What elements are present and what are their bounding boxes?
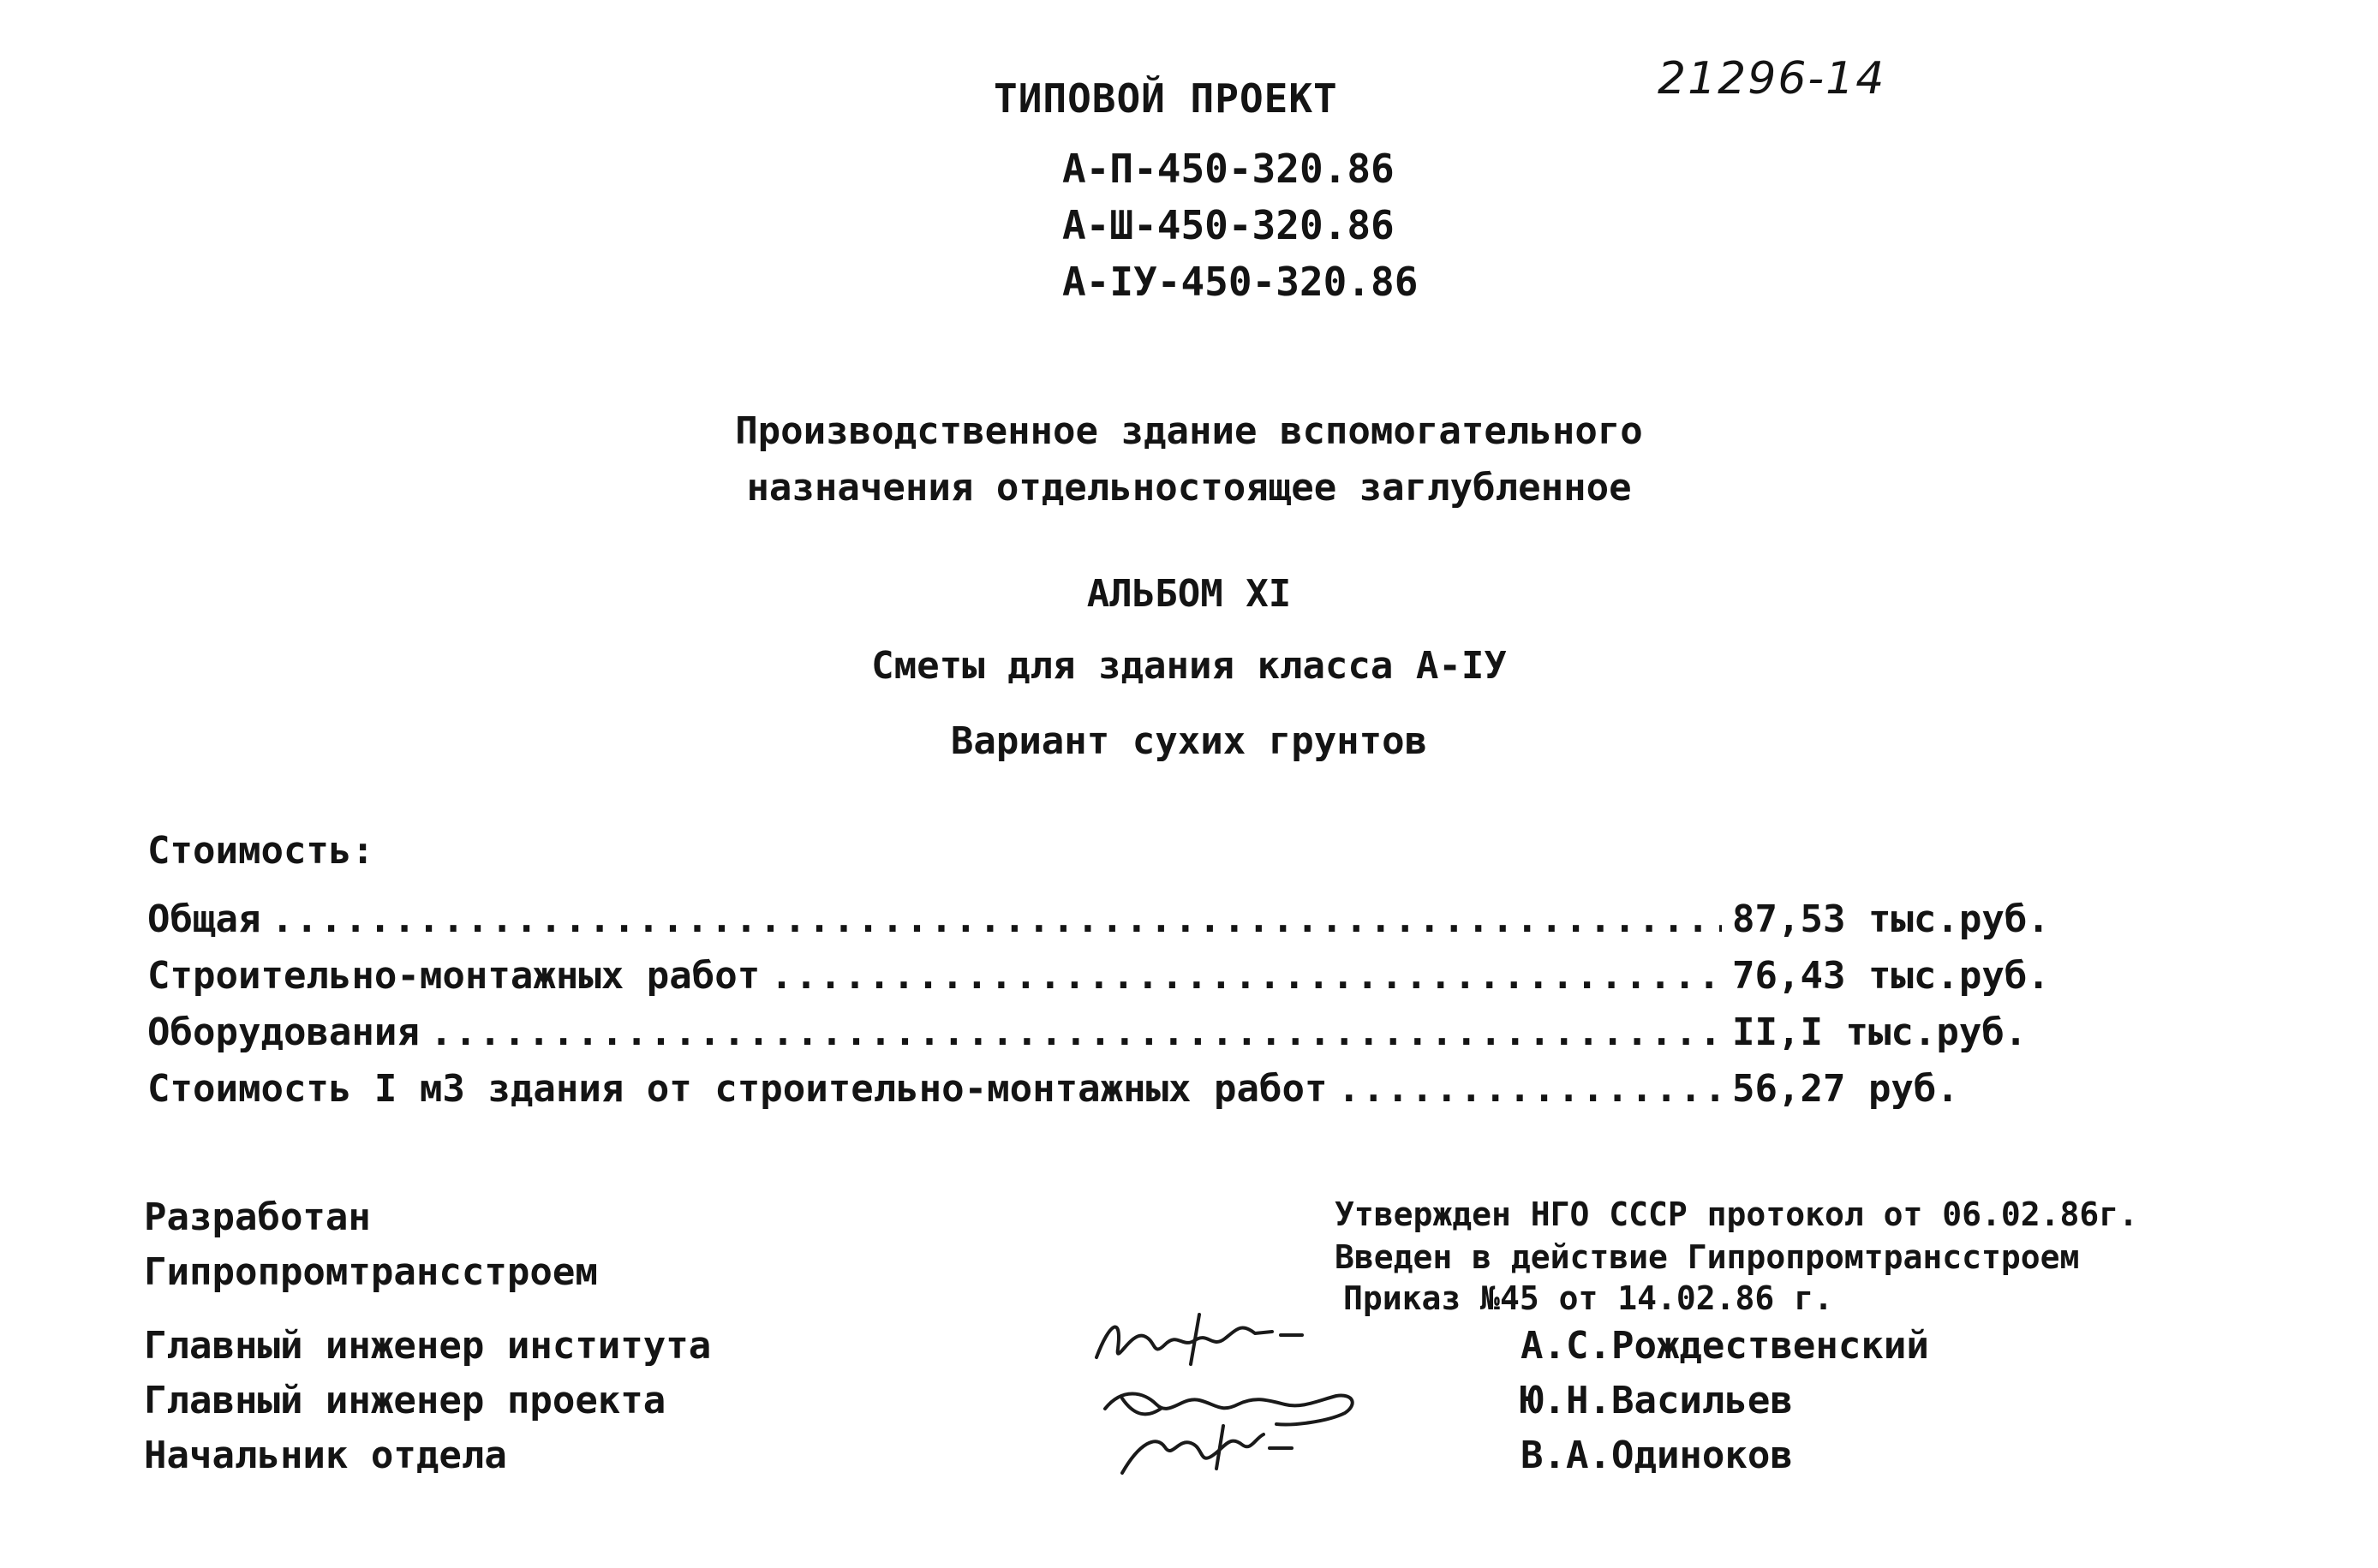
name-chief-engineer-project: Ю.Н.Васильев (1521, 1379, 1793, 1422)
dot-leader (1338, 1067, 1723, 1111)
dot-leader (770, 954, 1722, 998)
developer-organization: Гипропромтрансстроем (144, 1250, 598, 1294)
soil-variant: Вариант сухих грунтов (950, 719, 1428, 763)
cost-label: Строительно-монтажных работ (147, 954, 761, 998)
position-department-head: Начальник отдела (144, 1434, 507, 1477)
position-chief-engineer-project: Главный инженер проекта (144, 1379, 666, 1422)
position-chief-engineer-institute: Главный инженер института (144, 1324, 712, 1368)
name-chief-engineer-institute: А.С.Рождественский (1521, 1324, 1929, 1368)
name-department-head: В.А.Одиноков (1521, 1434, 1793, 1477)
approval-line-3: Приказ №45 от 14.02.86 г. (1343, 1279, 1833, 1317)
estimate-subtitle: Сметы для здания класса А-IУ (871, 644, 1507, 688)
cost-row-equipment (147, 1011, 2075, 1062)
cost-value: II,I тыс.руб. (1732, 1011, 2028, 1054)
cost-row-total (147, 897, 2075, 949)
cost-label: Стоимость I м3 здания от строительно-монтажных работ (147, 1067, 1328, 1111)
developed-label: Разработан (144, 1195, 371, 1239)
building-title-line-2: назначения отдельностоящее заглубленное (746, 466, 1632, 510)
dot-leader (271, 897, 1722, 941)
cost-label: Оборудования (147, 1011, 420, 1054)
document-number: 21296-14 (1658, 53, 1886, 104)
project-code-3: А-IУ-450-320.86 (1062, 259, 1419, 305)
cost-label: Общая (147, 897, 261, 941)
building-title-line-1: Производственное здание вспомогательного (735, 409, 1643, 453)
cost-value: 87,53 тыс.руб. (1732, 897, 2050, 941)
project-code-1: А-П-450-320.86 (1062, 146, 1395, 192)
signatures-image (1071, 1297, 1482, 1486)
cost-heading: Стоимость: (147, 829, 374, 873)
cost-value: 56,27 руб. (1732, 1067, 1959, 1111)
project-type-label: ТИПОВОЙ ПРОЕКТ (994, 75, 1338, 122)
approval-line-2: Введен в действие Гипропромтрансстроем (1335, 1238, 2080, 1276)
album-label: АЛЬБОМ XI (1086, 572, 1292, 616)
cost-row-per-m3 (147, 1067, 2075, 1118)
dot-leader (430, 1011, 1722, 1054)
cost-row-construction (147, 954, 2075, 1005)
project-code-2: А-Ш-450-320.86 (1062, 202, 1395, 248)
cost-value: 76,43 тыс.руб. (1732, 954, 2050, 998)
approval-line-1: Утвержден НГО СССР протокол от 06.02.86г. (1335, 1195, 2138, 1233)
